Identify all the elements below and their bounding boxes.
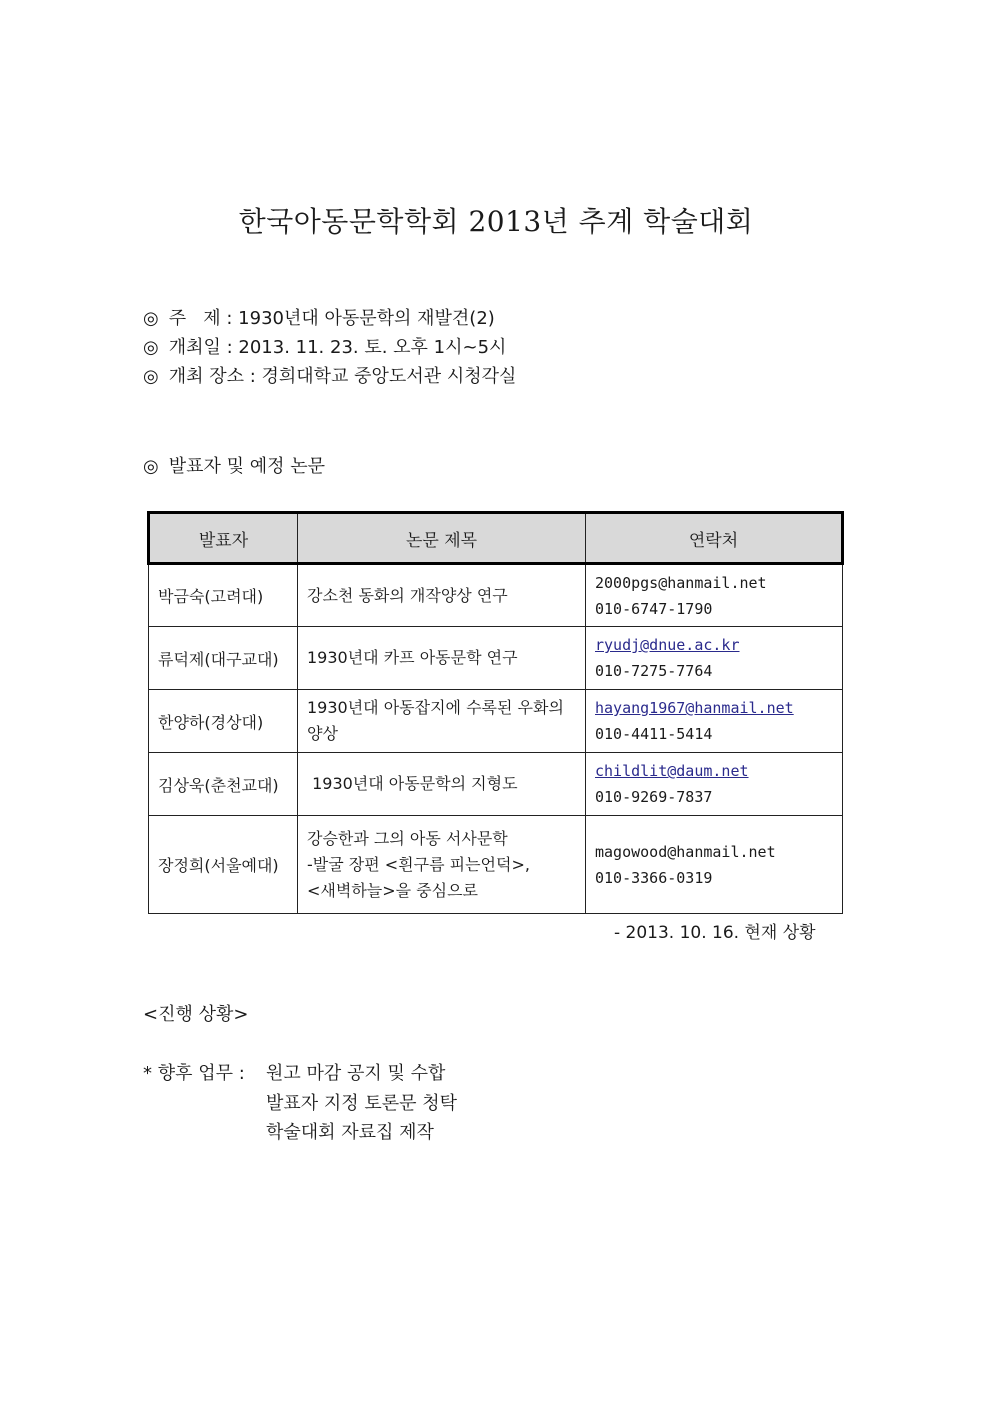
table-row — [149, 753, 843, 816]
column-header-presenter: 발표자 — [149, 513, 298, 564]
bullet-marker: ◎ — [143, 456, 159, 477]
presenters-table — [147, 511, 844, 914]
presenter-name: 류덕제(대구교대) — [149, 627, 298, 690]
contact-phone: 010-9269-7837 — [595, 788, 713, 806]
contact-email-link[interactable]: hayang1967@hanmail.net — [595, 699, 794, 717]
paper-title: 1930년대 카프 아동문학 연구 — [298, 627, 586, 690]
table-row — [149, 627, 843, 690]
bullet-marker: ◎ — [143, 308, 159, 329]
presenter-name: 박금숙(고려대) — [149, 564, 298, 627]
presenter-name: 한양하(경상대) — [149, 690, 298, 753]
venue-label: 개최 장소 : — [168, 366, 262, 387]
topic-label: 주 제 : — [168, 308, 239, 329]
paper-title: 1930년대 아동잡지에 수록된 우화의 양상 — [298, 690, 586, 753]
date-value: 2013. 11. 23. 토. 오후 1시~5시 — [238, 337, 507, 358]
contact-phone: 010-6747-1790 — [595, 599, 713, 618]
contact-cell — [586, 627, 843, 690]
date-label: 개최일 : — [168, 337, 239, 358]
presenters-heading — [143, 452, 325, 478]
contact-phone: 010-7275-7764 — [595, 662, 713, 680]
tasks-label: * 향후 업무 : — [143, 1063, 251, 1084]
contact-cell — [586, 816, 843, 914]
table-row — [149, 816, 843, 914]
paper-title-line: 강승한과 그의 아동 서사문학 — [307, 828, 508, 848]
contact-email: magowood@hanmail.net — [595, 842, 776, 861]
contact-email: 2000pgs@hanmail.net — [595, 573, 767, 592]
column-header-paper: 논문 제목 — [298, 513, 586, 564]
presenters-heading-text: 발표자 및 예정 논문 — [168, 456, 325, 477]
contact-cell — [586, 564, 843, 627]
column-header-contact: 연락처 — [586, 513, 843, 564]
contact-phone: 010-3366-0319 — [595, 868, 713, 887]
as-of-date: - 2013. 10. 16. 현재 상황 — [614, 923, 816, 943]
contact-email-link[interactable]: ryudj@dnue.ac.kr — [595, 636, 740, 654]
paper-title-line: -발굴 장편 <흰구름 피는언덕>, — [307, 854, 530, 874]
info-venue — [143, 362, 516, 388]
progress-heading: <진행 상황> — [143, 1004, 249, 1025]
document-title: 한국아동문학학회 2013년 추계 학술대회 — [238, 205, 754, 238]
paper-title-line: <새벽하늘>을 중심으로 — [307, 880, 479, 900]
bullet-marker: ◎ — [143, 337, 159, 358]
table-row — [149, 564, 843, 627]
info-date — [143, 333, 506, 359]
presenter-name: 장정희(서울예대) — [149, 816, 298, 914]
table-row — [149, 690, 843, 753]
contact-cell — [586, 690, 843, 753]
contact-email-link[interactable]: childlit@daum.net — [595, 762, 749, 780]
task-item: 원고 마감 공지 및 수합 — [266, 1063, 446, 1084]
paper-title: 1930년대 아동문학의 지형도 — [298, 753, 586, 816]
task-item: 발표자 지정 토론문 청탁 — [266, 1093, 458, 1114]
contact-phone: 010-4411-5414 — [595, 725, 713, 743]
info-topic — [143, 304, 495, 330]
presenter-name: 김상욱(춘천교대) — [149, 753, 298, 816]
contact-cell — [586, 753, 843, 816]
paper-title — [298, 816, 586, 914]
paper-title: 강소천 동화의 개작양상 연구 — [298, 564, 586, 627]
topic-value: 1930년대 아동문학의 재발견(2) — [238, 308, 495, 329]
task-item: 학술대회 자료집 제작 — [266, 1122, 434, 1143]
table-header-row — [149, 513, 843, 564]
bullet-marker: ◎ — [143, 366, 159, 387]
venue-value: 경희대학교 중앙도서관 시청각실 — [261, 366, 517, 387]
